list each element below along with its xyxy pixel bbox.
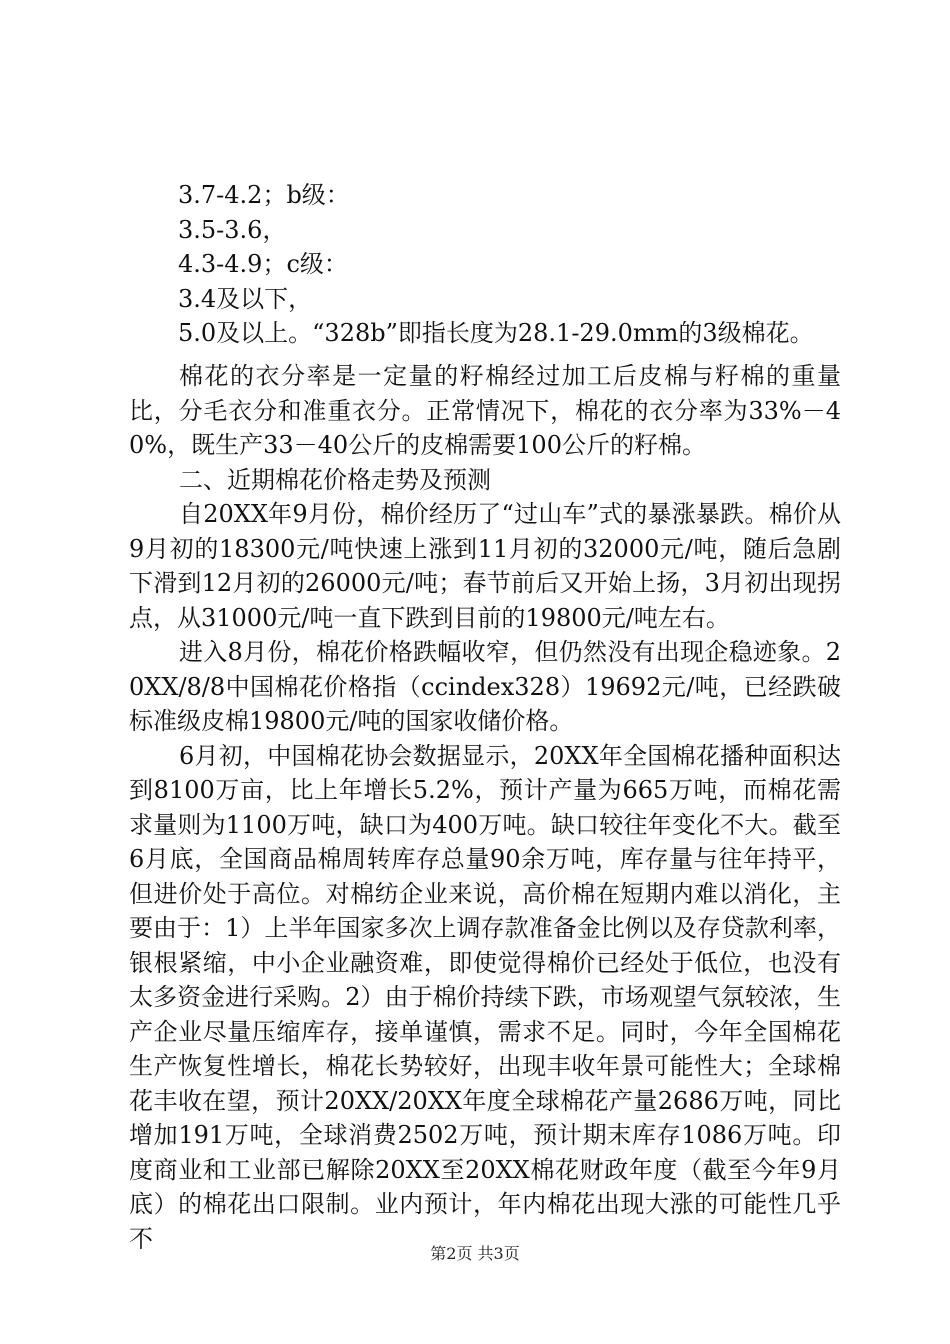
grade-line: 3.7-4.2；b级： (178, 181, 350, 209)
grade-line: 3.4及以下， (178, 284, 313, 313)
body-text (129, 359, 841, 1256)
page-footer: 第2页 共3页 (430, 1244, 520, 1263)
paragraph-lint-percentage: 棉花的衣分率是一定量的籽棉经过加工后皮棉与籽棉的重量比，分毛衣分和准重衣分。正常情况下，棉花的衣分率为33%－40%，既生产33－40公斤的皮棉需要100公斤的籽棉。 (129, 362, 841, 459)
paragraph-august-prices: 进入8月份，棉花价格跌幅收窄，但仍然没有出现企稳迹象。20XX/8/8中国棉花价格指（ccindex328）19692元/吨，已经跌破标准级皮棉19800元/吨的国家收储价格。 (129, 638, 841, 735)
grade-list (178, 178, 878, 351)
grade-line: 5.0及以上。“328b”即指长度为28.1-29.0mm的3级棉花。 (178, 319, 814, 348)
paragraph-supply-demand: 6月初，中国棉花协会数据显示，20XX年全国棉花播种面积达到8100万亩，比上年增长5.2%，预计产量为665万吨，而棉花需求量则为1100万吨，缺口为400万吨。缺口较往年变化不大。截至6月底，全国商品棉周转库存总量90余万吨，库存量与往年持平，但进价处于高位。对棉纺企业来说，高价棉在短期内难以消化，主要由于：1）上半年国家多次上调存款准备金比例以及存贷款利率，银根紧缩，中小企业融资难，即使觉得棉价已经处于低位，也没有太多资金进行采购。2）由于棉价持续下跌，市场观望气氛较浓，生产企业尽量压缩库存，接单谨慎，需求不足。同时，今年全国棉花生产恢复性增长，棉花长势较好，出现丰收年景可能性大；全球棉花丰收在望，预计20XX/20XX年度全球棉花产量2686万吨，同比增加191万吨，全球消费2502万吨，预计期末库存1086万吨。印度商业和工业部已解除20XX至20XX棉花财政年度（截至今年9月底）的棉花出口限制。业内预计，年内棉花出现大涨的可能性几乎不 (129, 741, 841, 1253)
section-heading: 二、近期棉花价格走势及预测 (179, 465, 491, 494)
grade-line: 4.3-4.9；c级： (178, 250, 348, 279)
grade-line: 3.5-3.6， (178, 215, 287, 244)
paragraph-price-trend: 自20XX年9月份，棉价经历了“过山车”式的暴涨暴跌。棉价从9月初的18300元/吨快速上涨到11月初的32000元/吨，随后急剧下滑到12月初的26000元/吨；春节前后又开始上扬，3月初出现拐点，从31000元/吨一直下跌到目前的19800元/吨左右。 (129, 500, 841, 632)
